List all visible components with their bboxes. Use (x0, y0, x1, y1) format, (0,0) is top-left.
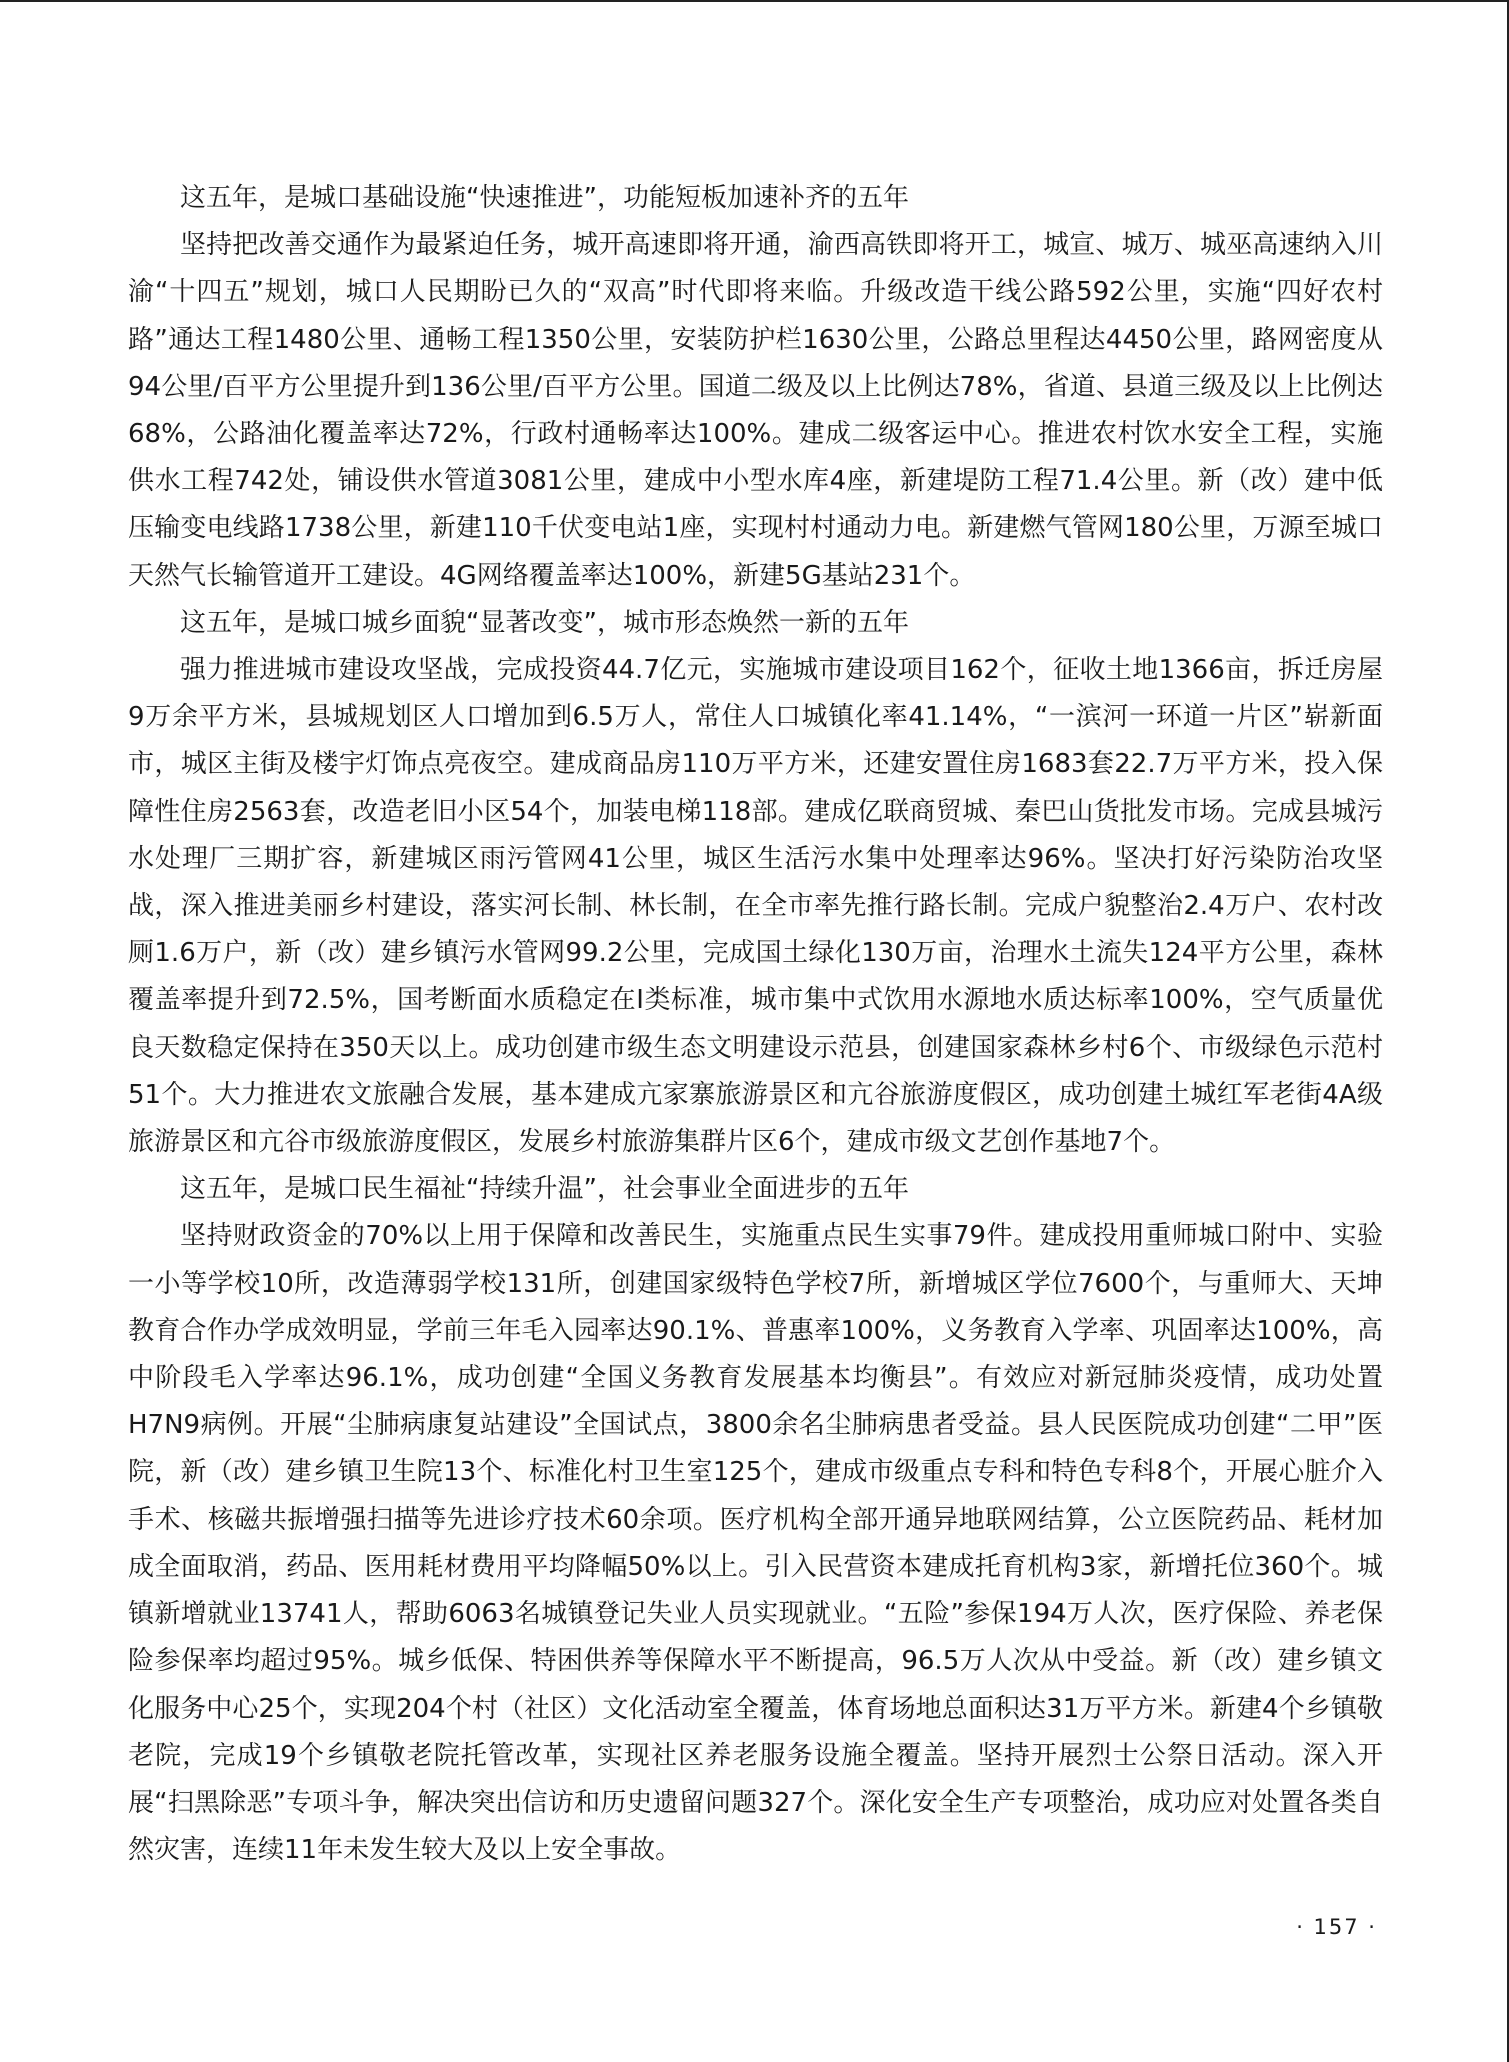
paragraph-livelihood: 坚持财政资金的70%以上用于保障和改善民生，实施重点民生实事79件。建成投用重师城口附中、实验一小等学校10所，改造薄弱学校131所，创建国家级特色学校7所，新增城区学位7600个，与重师大、天坤教育合作办学成效明显，学前三年毛入园率达90.1%、普惠率100%，义务教育入学率、巩固率达100%，高中阶段毛入学率达96.1%，成功创建“全国义务教育发展基本均衡县”。有效应对新冠肺炎疫情，成功处置H7N9病例。开展“尘肺病康复站建设”全国试点，3800余名尘肺病患者受益。县人民医院成功创建“二甲”医院，新（改）建乡镇卫生院13个、标准化村卫生室125个，建成市级重点专科和特色专科8个，开展心脏介入手术、核磁共振增强扫描等先进诊疗技术60余项。医疗机构全部开通异地联网结算，公立医院药品、耗材加成全面取消，药品、医用耗材费用平均降幅50%以上。引入民营资本建成托育机构3家，新增托位360个。城镇新增就业13741人，帮助6063名城镇登记失业人员实现就业。“五险”参保194万人次，医疗保险、养老保险参保率均超过95%。城乡低保、特困供养等保障水平不断提高，96.5万人次从中受益。新（改）建乡镇文化服务中心25个，实现204个村（社区）文化活动室全覆盖，体育场地总面积达31万平方米。新建4个乡镇敬老院，完成19个乡镇敬老院托管改革，实现社区养老服务设施全覆盖。坚持开展烈士公祭日活动。深入开展“扫黑除恶”专项斗争，解决突出信访和历史遗留问题327个。深化安全生产专项整治，成功应对处置各类自然灾害，连续11年未发生较大及以上安全事故。 (128, 1221, 1383, 1866)
page-number: · 157 · (1296, 1915, 1377, 1939)
paragraph-infrastructure: 坚持把改善交通作为最紧迫任务，城开高速即将开通，渝西高铁即将开工，城宣、城万、城巫高速纳入川渝“十四五”规划，城口人民期盼已久的“双高”时代即将来临。升级改造干线公路592公里，实施“四好农村路”通达工程1480公里、通畅工程1350公里，安装防护栏1630公里，公路总里程达4450公里，路网密度从94公里/百平方公里提升到136公里/百平方公里。国道二级及以上比例达78%，省道、县道三级及以上比例达68%，公路油化覆盖率达72%，行政村通畅率达100%。建成二级客运中心。推进农村饮水安全工程，实施供水工程742处，铺设供水管道3081公里，建成中小型水库4座，新建堤防工程71.4公里。新（改）建中低压输变电线路1738公里，新建110千伏变电站1座，实现村村通动力电。新建燃气管网180公里，万源至城口天然气长输管道开工建设。4G网络覆盖率达100%，新建5G基站231个。 (128, 230, 1383, 591)
document-body (128, 175, 1383, 1874)
section-heading-urban-rural: 这五年，是城口城乡面貌“显著改变”，城市形态焕然一新的五年 (180, 607, 909, 638)
section-heading-infrastructure: 这五年，是城口基础设施“快速推进”，功能短板加速补齐的五年 (180, 183, 909, 213)
paragraph-urban-rural: 强力推进城市建设攻坚战，完成投资44.7亿元，实施城市建设项目162个，征收土地1366亩，拆迁房屋9万余平方米，县城规划区人口增加到6.5万人，常住人口城镇化率41.14%，“一滨河一环道一片区”崭新面市，城区主街及楼宇灯饰点亮夜空。建成商品房110万平方米，还建安置住房1683套22.7万平方米，投入保障性住房2563套，改造老旧小区54个，加装电梯118部。建成亿联商贸城、秦巴山货批发市场。完成县城污水处理厂三期扩容，新建城区雨污管网41公里，城区生活污水集中处理率达96%。坚决打好污染防治攻坚战，深入推进美丽乡村建设，落实河长制、林长制，在全市率先推行路长制。完成户貌整治2.4万户、农村改厕1.6万户，新（改）建乡镇污水管网99.2公里，完成国土绿化130万亩，治理水土流失124平方公里，森林覆盖率提升到72.5%，国考断面水质稳定在Ⅰ类标准，城市集中式饮用水源地水质达标率100%，空气质量优良天数稳定保持在350天以上。成功创建市级生态文明建设示范县，创建国家森林乡村6个、市级绿色示范村51个。大力推进农文旅融合发展，基本建成亢家寨旅游景区和亢谷旅游度假区，成功创建土城红军老街4A级旅游景区和亢谷市级旅游度假区，发展乡村旅游集群片区6个，建成市级文艺创作基地7个。 (128, 655, 1383, 1158)
section-heading-livelihood: 这五年，是城口民生福祉“持续升温”，社会事业全面进步的五年 (180, 1174, 909, 1205)
